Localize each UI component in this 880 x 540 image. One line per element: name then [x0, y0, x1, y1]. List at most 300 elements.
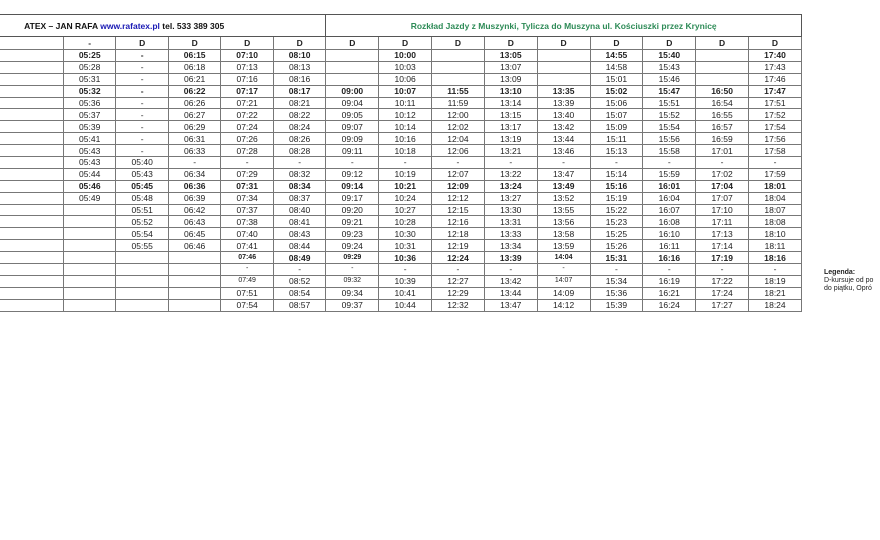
departure-time: 18:19: [749, 275, 802, 287]
departure-time: 15:22: [590, 204, 643, 216]
departure-time: 18:01: [749, 180, 802, 192]
departure-time: 13:17: [484, 121, 537, 133]
departure-time: 08:34: [273, 180, 325, 192]
departure-time: 15:51: [643, 97, 696, 109]
departure-time: 13:39: [484, 252, 537, 264]
departure-time: [116, 264, 168, 276]
departure-time: 09:34: [326, 287, 379, 299]
timetable-row: [0, 168, 802, 180]
departure-time: 11:55: [432, 85, 485, 97]
departure-time: -: [749, 264, 802, 276]
departure-time: 07:26: [221, 133, 273, 145]
departure-time: 05:54: [116, 228, 168, 240]
departure-time: 05:55: [116, 240, 168, 252]
departure-time: 12:02: [432, 121, 485, 133]
departure-time: 09:23: [326, 228, 379, 240]
departure-time: 15:11: [590, 133, 643, 145]
timetable-row: [0, 50, 802, 62]
timetable-row: [0, 73, 802, 85]
departure-time: 07:10: [221, 50, 273, 62]
stop-name: [0, 275, 63, 287]
departure-time: 06:26: [168, 97, 220, 109]
departure-time: 09:17: [326, 192, 379, 204]
departure-time: 12:09: [432, 180, 485, 192]
stop-name: [0, 192, 63, 204]
departure-time: 13:10: [484, 85, 537, 97]
departure-time: 13:49: [537, 180, 590, 192]
departure-time: [63, 240, 115, 252]
departure-time: 10:06: [379, 73, 432, 85]
departure-time: 13:19: [484, 133, 537, 145]
departure-time: 06:21: [168, 73, 220, 85]
departure-time: 15:58: [643, 145, 696, 157]
departure-time: 08:24: [273, 121, 325, 133]
departure-time: 16:04: [643, 192, 696, 204]
course-mark: D: [643, 37, 696, 50]
departure-time: 16:54: [696, 97, 749, 109]
departure-time: 09:05: [326, 109, 379, 121]
departure-time: 15:47: [643, 85, 696, 97]
departure-time: 09:07: [326, 121, 379, 133]
stop-name: [0, 133, 63, 145]
course-mark: -: [63, 37, 115, 50]
departure-time: 15:16: [590, 180, 643, 192]
departure-time: 16:01: [643, 180, 696, 192]
departure-time: 15:14: [590, 168, 643, 180]
departure-time: 14:12: [537, 299, 590, 311]
stop-name: [0, 204, 63, 216]
stop-name: [0, 252, 63, 264]
course-mark: D: [221, 37, 273, 50]
departure-time: 16:07: [643, 204, 696, 216]
departure-time: 13:42: [537, 121, 590, 133]
departure-time: 08:52: [273, 275, 325, 287]
departure-time: [63, 228, 115, 240]
departure-time: 10:11: [379, 97, 432, 109]
departure-time: 16:55: [696, 109, 749, 121]
departure-time: -: [484, 157, 537, 169]
departure-time: 05:28: [63, 61, 115, 73]
departure-time: -: [273, 157, 325, 169]
departure-time: -: [696, 157, 749, 169]
departure-time: 15:54: [643, 121, 696, 133]
departure-time: 05:49: [63, 192, 115, 204]
departure-time: 13:47: [537, 168, 590, 180]
departure-time: 13:35: [537, 85, 590, 97]
departure-time: 05:51: [116, 204, 168, 216]
departure-time: [116, 275, 168, 287]
departure-time: 15:26: [590, 240, 643, 252]
timetable-row: [0, 228, 802, 240]
departure-time: 08:49: [273, 252, 325, 264]
departure-time: 09:12: [326, 168, 379, 180]
departure-time: 06:42: [168, 204, 220, 216]
departure-time: 16:08: [643, 216, 696, 228]
departure-time: -: [116, 97, 168, 109]
departure-time: 12:07: [432, 168, 485, 180]
departure-time: 17:22: [696, 275, 749, 287]
course-mark-row: [0, 37, 802, 50]
legend-line-2: do piątku, Opró: [824, 285, 872, 292]
departure-time: 13:15: [484, 109, 537, 121]
departure-time: -: [484, 264, 537, 276]
departure-time: 14:09: [537, 287, 590, 299]
departure-time: 17:54: [749, 121, 802, 133]
legend: [824, 269, 873, 293]
departure-time: 12:00: [432, 109, 485, 121]
departure-time: 15:59: [643, 168, 696, 180]
departure-time: 17:14: [696, 240, 749, 252]
departure-time: 16:19: [643, 275, 696, 287]
departure-time: 05:37: [63, 109, 115, 121]
departure-time: 09:09: [326, 133, 379, 145]
departure-time: 17:02: [696, 168, 749, 180]
departure-time: 13:27: [484, 192, 537, 204]
departure-time: 05:41: [63, 133, 115, 145]
departure-time: -: [221, 264, 273, 276]
departure-time: 05:36: [63, 97, 115, 109]
departure-time: 15:46: [643, 73, 696, 85]
timetable-row: [0, 275, 802, 287]
departure-time: -: [116, 73, 168, 85]
departure-time: 12:15: [432, 204, 485, 216]
stop-name: [0, 61, 63, 73]
departure-time: 16:16: [643, 252, 696, 264]
departure-time: 09:32: [326, 275, 379, 287]
departure-time: 08:28: [273, 145, 325, 157]
departure-time: [696, 73, 749, 85]
departure-time: [168, 287, 220, 299]
course-mark: D: [432, 37, 485, 50]
departure-time: 07:28: [221, 145, 273, 157]
departure-time: 16:57: [696, 121, 749, 133]
departure-time: 07:13: [221, 61, 273, 73]
timetable-row: [0, 192, 802, 204]
course-mark: D: [168, 37, 220, 50]
timetable-row: [0, 97, 802, 109]
departure-time: 17:47: [749, 85, 802, 97]
departure-time: 13:52: [537, 192, 590, 204]
departure-time: 16:24: [643, 299, 696, 311]
departure-time: 07:51: [221, 287, 273, 299]
stop-name: [0, 299, 63, 311]
stop-name: [0, 109, 63, 121]
departure-time: [326, 61, 379, 73]
stop-name: [0, 264, 63, 276]
departure-time: 09:37: [326, 299, 379, 311]
departure-time: 17:51: [749, 97, 802, 109]
departure-time: -: [116, 145, 168, 157]
departure-time: -: [116, 85, 168, 97]
departure-time: 06:43: [168, 216, 220, 228]
stop-name: [0, 287, 63, 299]
departure-time: 12:32: [432, 299, 485, 311]
departure-time: -: [749, 157, 802, 169]
departure-time: 17:01: [696, 145, 749, 157]
departure-time: 15:25: [590, 228, 643, 240]
departure-time: 08:57: [273, 299, 325, 311]
stop-name: [0, 168, 63, 180]
departure-time: 18:24: [749, 299, 802, 311]
departure-time: -: [116, 121, 168, 133]
departure-time: [168, 275, 220, 287]
departure-time: 18:04: [749, 192, 802, 204]
departure-time: 06:33: [168, 145, 220, 157]
stop-name: [0, 121, 63, 133]
departure-time: 08:44: [273, 240, 325, 252]
departure-time: 06:15: [168, 50, 220, 62]
departure-time: 08:22: [273, 109, 325, 121]
departure-time: 13:33: [484, 228, 537, 240]
timetable-row: [0, 133, 802, 145]
timetable-row: [0, 85, 802, 97]
departure-time: 07:40: [221, 228, 273, 240]
departure-time: 18:08: [749, 216, 802, 228]
stop-name: [0, 97, 63, 109]
departure-time: [537, 73, 590, 85]
departure-time: 10:07: [379, 85, 432, 97]
departure-time: 11:59: [432, 97, 485, 109]
departure-time: -: [590, 264, 643, 276]
departure-time: -: [432, 157, 485, 169]
departure-time: 17:13: [696, 228, 749, 240]
departure-time: 18:10: [749, 228, 802, 240]
departure-time: 05:31: [63, 73, 115, 85]
departure-time: 13:56: [537, 216, 590, 228]
departure-time: 12:19: [432, 240, 485, 252]
departure-time: 13:40: [537, 109, 590, 121]
course-mark: D: [273, 37, 325, 50]
departure-time: 17:27: [696, 299, 749, 311]
departure-time: 17:43: [749, 61, 802, 73]
departure-time: 07:22: [221, 109, 273, 121]
departure-time: 07:21: [221, 97, 273, 109]
timetable-row: [0, 61, 802, 73]
departure-time: 07:46: [221, 252, 273, 264]
departure-time: -: [643, 157, 696, 169]
stop-name: [0, 180, 63, 192]
legend-line-1: D-kursuje od po: [824, 277, 874, 284]
departure-time: 13:30: [484, 204, 537, 216]
stop-name: [0, 216, 63, 228]
departure-time: 13:47: [484, 299, 537, 311]
departure-time: 13:58: [537, 228, 590, 240]
timetable-row: [0, 180, 802, 192]
departure-time: 05:40: [116, 157, 168, 169]
departure-time: 15:13: [590, 145, 643, 157]
company-name: ATEX – JAN RAFA: [24, 20, 98, 31]
departure-time: 14:07: [537, 275, 590, 287]
departure-time: 15:19: [590, 192, 643, 204]
departure-time: 09:00: [326, 85, 379, 97]
departure-time: -: [326, 264, 379, 276]
departure-time: 08:17: [273, 85, 325, 97]
departure-time: 16:21: [643, 287, 696, 299]
stop-name: [0, 85, 63, 97]
departure-time: 13:07: [484, 61, 537, 73]
departure-time: 17:24: [696, 287, 749, 299]
departure-time: 12:24: [432, 252, 485, 264]
departure-time: 10:16: [379, 133, 432, 145]
departure-time: 13:59: [537, 240, 590, 252]
departure-time: 15:01: [590, 73, 643, 85]
departure-time: [432, 50, 485, 62]
departure-time: 15:31: [590, 252, 643, 264]
departure-time: 06:46: [168, 240, 220, 252]
timetable-row: [0, 240, 802, 252]
departure-time: 13:05: [484, 50, 537, 62]
departure-time: 05:52: [116, 216, 168, 228]
timetable-row: [0, 145, 802, 157]
departure-time: -: [116, 133, 168, 145]
departure-time: 17:11: [696, 216, 749, 228]
departure-time: 12:04: [432, 133, 485, 145]
departure-time: 10:21: [379, 180, 432, 192]
departure-time: 13:39: [537, 97, 590, 109]
departure-time: 17:52: [749, 109, 802, 121]
departure-time: 17:59: [749, 168, 802, 180]
departure-time: 12:27: [432, 275, 485, 287]
departure-time: 13:21: [484, 145, 537, 157]
departure-time: -: [696, 264, 749, 276]
stop-name: [0, 50, 63, 62]
stop-name: [0, 73, 63, 85]
departure-time: 07:38: [221, 216, 273, 228]
departure-time: -: [432, 264, 485, 276]
departure-time: 17:04: [696, 180, 749, 192]
departure-time: 10:27: [379, 204, 432, 216]
company-phone: tel. 533 389 305: [162, 20, 225, 31]
course-mark: D: [537, 37, 590, 50]
departure-time: 13:09: [484, 73, 537, 85]
departure-time: 07:24: [221, 121, 273, 133]
departure-time: 13:44: [484, 287, 537, 299]
departure-time: 14:58: [590, 61, 643, 73]
stop-name: [0, 228, 63, 240]
departure-time: 09:04: [326, 97, 379, 109]
departure-time: [696, 61, 749, 73]
departure-time: 05:43: [63, 157, 115, 169]
departure-time: 05:43: [116, 168, 168, 180]
departure-time: 09:11: [326, 145, 379, 157]
legend-title: Legenda:: [824, 269, 856, 276]
course-mark: D: [116, 37, 168, 50]
departure-time: [63, 287, 115, 299]
departure-time: 10:31: [379, 240, 432, 252]
timetable-row: [0, 299, 802, 311]
departure-time: [432, 73, 485, 85]
departure-time: 07:41: [221, 240, 273, 252]
departure-time: 06:31: [168, 133, 220, 145]
departure-time: -: [379, 264, 432, 276]
departure-time: [168, 299, 220, 311]
departure-time: 10:41: [379, 287, 432, 299]
timetable-row: [0, 109, 802, 121]
departure-time: -: [168, 157, 220, 169]
company-header: [0, 15, 326, 37]
departure-time: [63, 264, 115, 276]
departure-time: -: [590, 157, 643, 169]
departure-time: 17:40: [749, 50, 802, 62]
departure-time: [63, 204, 115, 216]
departure-time: 10:14: [379, 121, 432, 133]
departure-time: 12:06: [432, 145, 485, 157]
departure-time: 10:36: [379, 252, 432, 264]
course-mark: D: [696, 37, 749, 50]
departure-time: 18:07: [749, 204, 802, 216]
departure-time: 12:29: [432, 287, 485, 299]
departure-time: -: [643, 264, 696, 276]
departure-time: 08:13: [273, 61, 325, 73]
departure-time: 07:37: [221, 204, 273, 216]
departure-time: 10:00: [379, 50, 432, 62]
departure-time: 06:27: [168, 109, 220, 121]
departure-time: [326, 73, 379, 85]
departure-time: 06:45: [168, 228, 220, 240]
timetable-row: [0, 121, 802, 133]
departure-time: [537, 50, 590, 62]
departure-time: 08:10: [273, 50, 325, 62]
timetable-row: [0, 157, 802, 169]
stop-header-cell: [0, 37, 63, 50]
departure-time: -: [273, 264, 325, 276]
departure-time: [63, 275, 115, 287]
departure-time: 17:46: [749, 73, 802, 85]
company-website[interactable]: www.rafatex.pl: [100, 20, 160, 31]
departure-time: 09:14: [326, 180, 379, 192]
departure-time: 10:12: [379, 109, 432, 121]
timetable-row: [0, 204, 802, 216]
departure-time: 09:20: [326, 204, 379, 216]
departure-time: 10:18: [379, 145, 432, 157]
departure-time: 13:14: [484, 97, 537, 109]
departure-time: 15:06: [590, 97, 643, 109]
departure-time: -: [116, 61, 168, 73]
departure-time: 15:23: [590, 216, 643, 228]
departure-time: 12:12: [432, 192, 485, 204]
departure-time: 07:29: [221, 168, 273, 180]
departure-time: 09:29: [326, 252, 379, 264]
departure-time: 13:31: [484, 216, 537, 228]
departure-time: 15:52: [643, 109, 696, 121]
departure-time: 15:02: [590, 85, 643, 97]
departure-time: -: [379, 157, 432, 169]
timetable-row: [0, 252, 802, 264]
departure-time: 15:40: [643, 50, 696, 62]
departure-time: 18:11: [749, 240, 802, 252]
departure-time: 15:09: [590, 121, 643, 133]
departure-time: 07:49: [221, 275, 273, 287]
departure-time: [116, 299, 168, 311]
departure-time: 07:17: [221, 85, 273, 97]
departure-time: 09:21: [326, 216, 379, 228]
departure-time: 05:25: [63, 50, 115, 62]
departure-time: [696, 50, 749, 62]
departure-time: 05:45: [116, 180, 168, 192]
stop-name: [0, 157, 63, 169]
course-mark: D: [749, 37, 802, 50]
departure-time: 08:32: [273, 168, 325, 180]
departure-time: 06:34: [168, 168, 220, 180]
departure-time: 14:55: [590, 50, 643, 62]
timetable-row: [0, 264, 802, 276]
departure-time: [63, 216, 115, 228]
departure-time: 08:21: [273, 97, 325, 109]
departure-time: -: [537, 157, 590, 169]
departure-time: 08:40: [273, 204, 325, 216]
departure-time: 15:43: [643, 61, 696, 73]
departure-time: 18:21: [749, 287, 802, 299]
